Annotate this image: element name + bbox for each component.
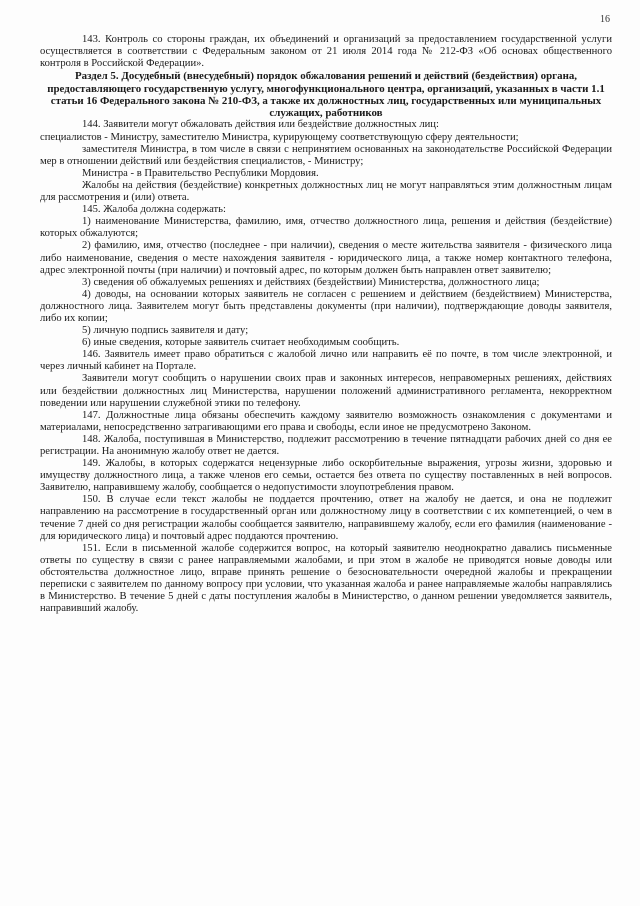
paragraph-143: 143. Контроль со стороны граждан, их объединений и организаций за предоставлением государственной услуги осуществляется в соответствии с Федеральным законом от 21 июля 2014 года № 212-ФЗ «Об основах общественного контроля в Российской Федерации». (40, 34, 612, 70)
paragraph-145-item-5: 5) личную подпись заявителя и дату; (82, 325, 249, 337)
paragraph-144-specialists: специалистов - Министру, заместителю Министра, курирующему соответствующую сферу деятельности; (40, 131, 519, 143)
paragraph-144-note: Жалобы на действия (бездействие) конкретных должностных лиц не могут направляться этим должностным лицам для рассмотрения и (или) ответа. (40, 179, 612, 204)
paragraph-145: 145. Жалоба должна содержать: (82, 204, 226, 216)
paragraph-144: 144. Заявители могут обжаловать действия или бездействие должностных лиц: (82, 119, 439, 131)
paragraph-150: 150. В случае если текст жалобы не поддается прочтению, ответ на жалобу не дается, и она не подлежит направлению на рассмотрение в государственный орган или должностному лицу в соответствии с их компетенцией, о чем в течение 7 дней со дня регистрации жалобы сообщается заявителю, направившему жалобу, если его фамилия (наименование - для юридического лица) и почтовый адрес поддаются прочтению. (40, 494, 612, 542)
paragraph-146-phone: Заявители могут сообщить о нарушении своих прав и законных интересов, неправомерных решениях, действиях или бездействии должностных лиц Министерства, нарушении положений административного регламента, некорректном поведении или нарушении служебной этики по телефону. (40, 373, 612, 409)
paragraph-145-item-2: 2) фамилию, имя, отчество (последнее - при наличии), сведения о месте жительства заявителя - физического лица либо наименование, сведения о месте нахождения заявителя - юридического лица, а также номер контактного телефона, адрес электронной почты (при наличии) и почтовый адрес, по которым должен быть направлен ответ заявителю; (40, 240, 612, 276)
paragraph-149: 149. Жалобы, в которых содержатся нецензурные либо оскорбительные выражения, угрозы жизни, здоровью и имуществу должностного лица, а также членов его семьи, остается без ответа по существу поставленных в ней вопросов. Заявителю, направившему жалобу, сообщается о недопустимости злоупотребления правом. (40, 458, 612, 494)
paragraph-147: 147. Должностные лица обязаны обеспечить каждому заявителю возможность ознакомления с документами и материалами, непосредственно затрагивающими его права и свободы, если иное не предусмотрено Законом. (40, 409, 612, 433)
paragraph-148: 148. Жалоба, поступившая в Министерство, подлежит рассмотрению в течение пятнадцати рабочих дней со дня ее регистрации. На анонимную жалобу ответ не дается. (40, 433, 612, 457)
paragraph-145-item-4: 4) доводы, на основании которых заявитель не согласен с решением и действием (бездействием) Министерства, должностного лица. Заявителем могут быть представлены документы (при наличии), подтверждающие доводы заявителя, либо их копии; (40, 288, 612, 324)
paragraph-151: 151. Если в письменной жалобе содержится вопрос, на который заявителю неоднократно давались письменные ответы по существу в связи с ранее направляемыми жалобами, и при этом в жалобе не приводятся новые доводы или обстоятельства должностное лицо, вправе принять решение о безосновательности очередной жалобы и прекращении переписки с заявителем по данному вопросу при условии, что указанная жалоба и ранее направляемые жалобы направлялись в Министерство. В течение 5 дней с даты поступления жалобы в Министерство, о данном решении уведомляется заявитель, направивший жалобу. (40, 542, 612, 615)
page-number: 16 (600, 14, 610, 25)
paragraph-145-item-3: 3) сведения об обжалуемых решениях и действиях (бездействии) Министерства, должностного лица; (82, 276, 540, 288)
paragraph-144-deputy: заместителя Министра, в том числе в связи с непринятием основанных на законодательстве Российской Федерации мер в отношении действий или бездействия специалистов, - Министру; (40, 143, 612, 167)
paragraph-146: 146. Заявитель имеет право обратиться с жалобой лично или направить её по почте, в том числе электронной, и через личный кабинет на Портале. (40, 349, 612, 373)
paragraph-144-minister: Министра - в Правительство Республики Мордовия. (82, 167, 319, 179)
document-body (40, 34, 612, 615)
paragraph-145-item-6: 6) иные сведения, которые заявитель считает необходимым сообщить. (82, 337, 400, 349)
paragraph-145-item-1: 1) наименование Министерства, фамилию, имя, отчество должностного лица, решения и действия (бездействие) которых обжалуются; (40, 216, 612, 240)
section-5-heading: Раздел 5. Досудебный (внесудебный) порядок обжалования решений и действий (бездействия) органа, предоставляющего государственную услугу, многофункционального центра, организаций, указанных в части 1.1 статьи 16 Федерального закона № 210-ФЗ, а также их должностных лиц, государственных или муниципальных служащих, работников (47, 70, 605, 120)
